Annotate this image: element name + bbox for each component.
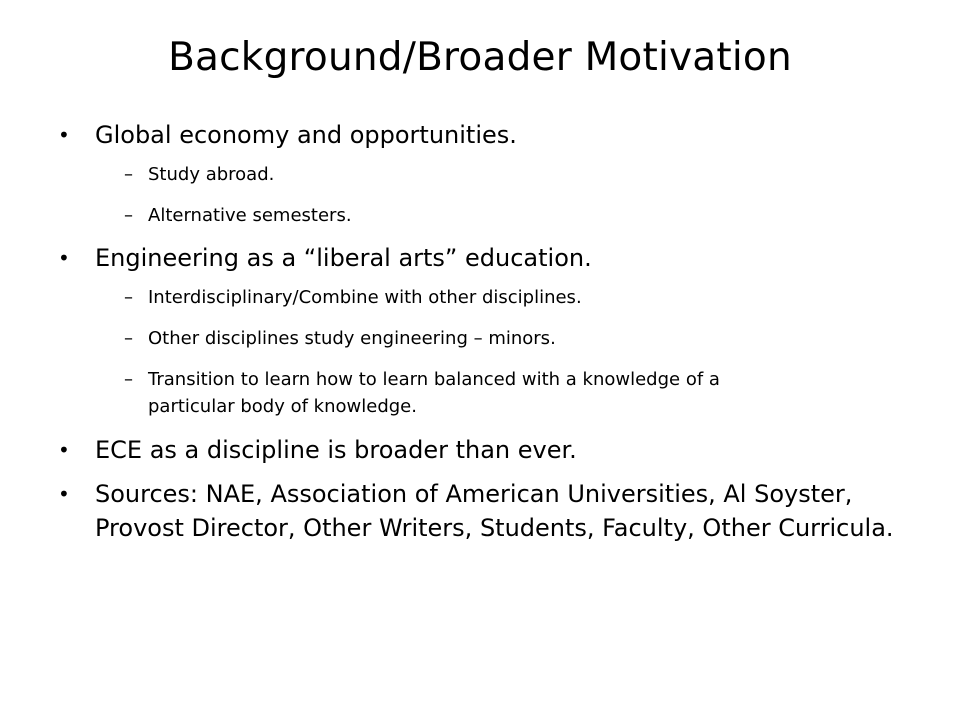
sub-bullet-item <box>58 325 938 352</box>
slide-title: Background/Broader Motivation <box>168 35 792 80</box>
bullet-icon: • <box>58 246 70 270</box>
sub-bullet-text: Alternative semesters. <box>148 205 352 226</box>
bullet-icon: • <box>58 482 70 506</box>
bullet-text: Global economy and opportunities. <box>95 121 517 149</box>
sub-bullet-item <box>58 284 938 311</box>
dash-icon: – <box>124 164 133 185</box>
bullet-list <box>58 116 938 545</box>
bullet-text: Engineering as a “liberal arts” education. <box>95 244 592 272</box>
sub-bullet-item <box>58 202 938 229</box>
bullet-item <box>58 118 938 152</box>
bullet-text: Sources: NAE, Association of American Universities, Al Soyster, Provost Director, Other Writers, Students, Faculty, Other Curricula. <box>95 480 894 542</box>
sub-bullet-item <box>58 161 938 188</box>
dash-icon: – <box>124 369 133 390</box>
bullet-item <box>58 433 938 467</box>
bullet-item <box>58 477 938 545</box>
sub-bullet-text: Study abroad. <box>148 164 275 185</box>
bullet-text: ECE as a discipline is broader than ever. <box>95 436 577 464</box>
bullet-icon: • <box>58 123 70 147</box>
dash-icon: – <box>124 205 133 226</box>
dash-icon: – <box>124 287 133 308</box>
sub-bullet-text: Transition to learn how to learn balanced with a knowledge of a particular body of knowledge. <box>148 369 720 417</box>
sub-bullet-item <box>58 366 938 420</box>
bullet-item <box>58 241 938 275</box>
bullet-icon: • <box>58 438 70 462</box>
sub-bullet-text: Interdisciplinary/Combine with other disciplines. <box>148 287 582 308</box>
dash-icon: – <box>124 328 133 349</box>
sub-bullet-text: Other disciplines study engineering – minors. <box>148 328 556 349</box>
